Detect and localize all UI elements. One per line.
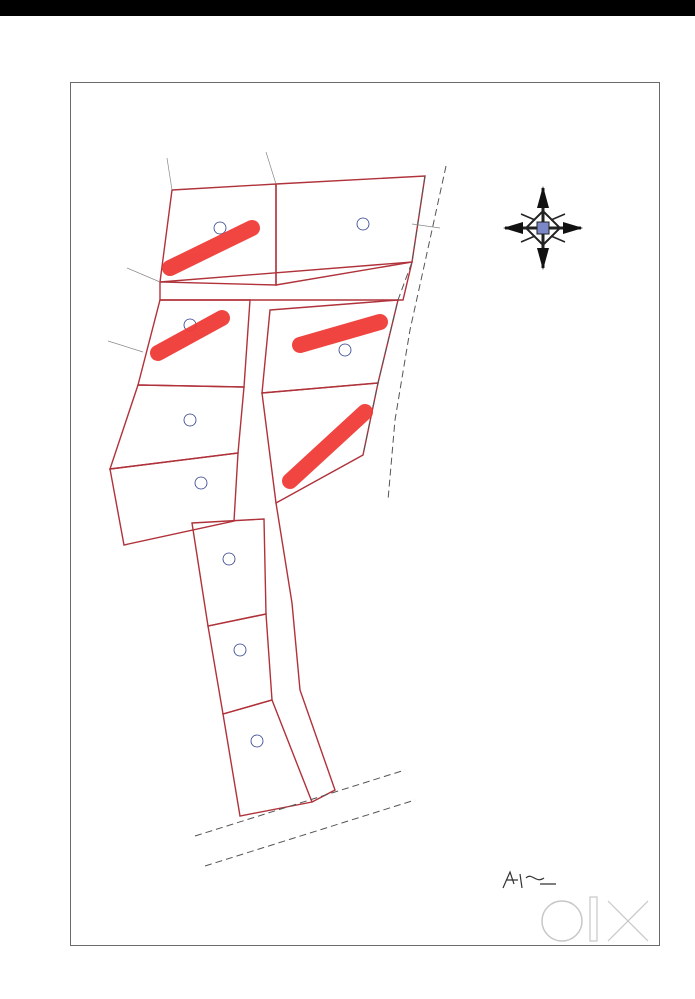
plot-8-number-circle — [357, 218, 369, 230]
plot-boundary-2 — [208, 614, 272, 714]
east-road-outer — [388, 166, 446, 500]
survey-lines — [108, 152, 440, 352]
olx-watermark-icon — [542, 897, 648, 941]
roads — [195, 166, 446, 866]
plot-1-number-circle — [251, 735, 263, 747]
plot-2-number-circle — [234, 644, 246, 656]
plot-labels — [184, 218, 369, 747]
plot-4-number-circle — [195, 477, 207, 489]
plot-boundaries — [110, 176, 425, 816]
south-road-upper — [195, 770, 405, 836]
plot-3-number-circle — [223, 553, 235, 565]
south-road-lower — [205, 800, 415, 866]
plot-boundary-3 — [192, 519, 266, 626]
compass-rose-icon — [503, 186, 583, 270]
plot-boundary-5 — [110, 385, 244, 469]
plot-boundary-4 — [110, 453, 238, 545]
plot-9-number-circle — [339, 344, 351, 356]
signature-icon — [503, 872, 556, 888]
plot-5-number-circle — [184, 414, 196, 426]
plot-boundary-9 — [262, 300, 398, 393]
plot-boundary-1 — [223, 700, 312, 816]
private-road-east-edge — [276, 503, 335, 802]
plot-boundary-8 — [276, 176, 425, 285]
plot-boundary-6 — [138, 300, 250, 387]
plot-7-number-circle — [214, 222, 226, 234]
